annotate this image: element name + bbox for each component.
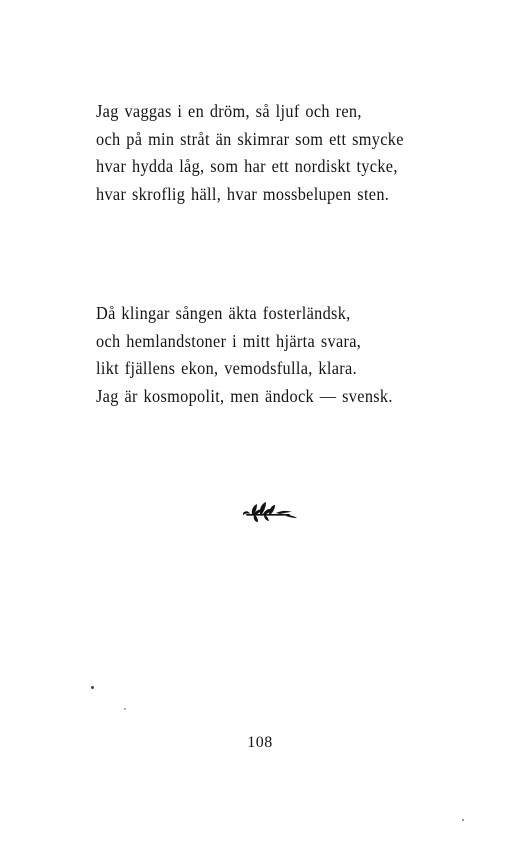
poem-line: hvar hydda låg, som har ett nordiskt tycke, [96,156,398,177]
print-speck [124,708,126,710]
poem-line: Jag vaggas i en dröm, så ljuf och ren, [96,101,362,121]
poem-line: Då klingar sången äkta fosterländsk, [96,303,351,323]
poem-line: hvar skroflig häll, hvar mossbelupen sten. [96,183,390,204]
poem-line: likt fjällens ekon, vemodsfulla, klara. [96,358,357,379]
poem-line: och hemlandstoner i mitt hjärta svara, [96,330,362,351]
poem-stanza-2 [96,300,415,410]
page-number: 108 [247,734,273,751]
print-speck [91,686,94,689]
poem-line: och på min stråt än skimrar som ett smycke [96,128,404,149]
print-speck [462,819,464,821]
poem-stanza-1 [96,98,427,208]
floral-vignette-icon [242,501,298,523]
poem-line: Jag är kosmopolit, men ändock — svensk. [96,385,393,406]
